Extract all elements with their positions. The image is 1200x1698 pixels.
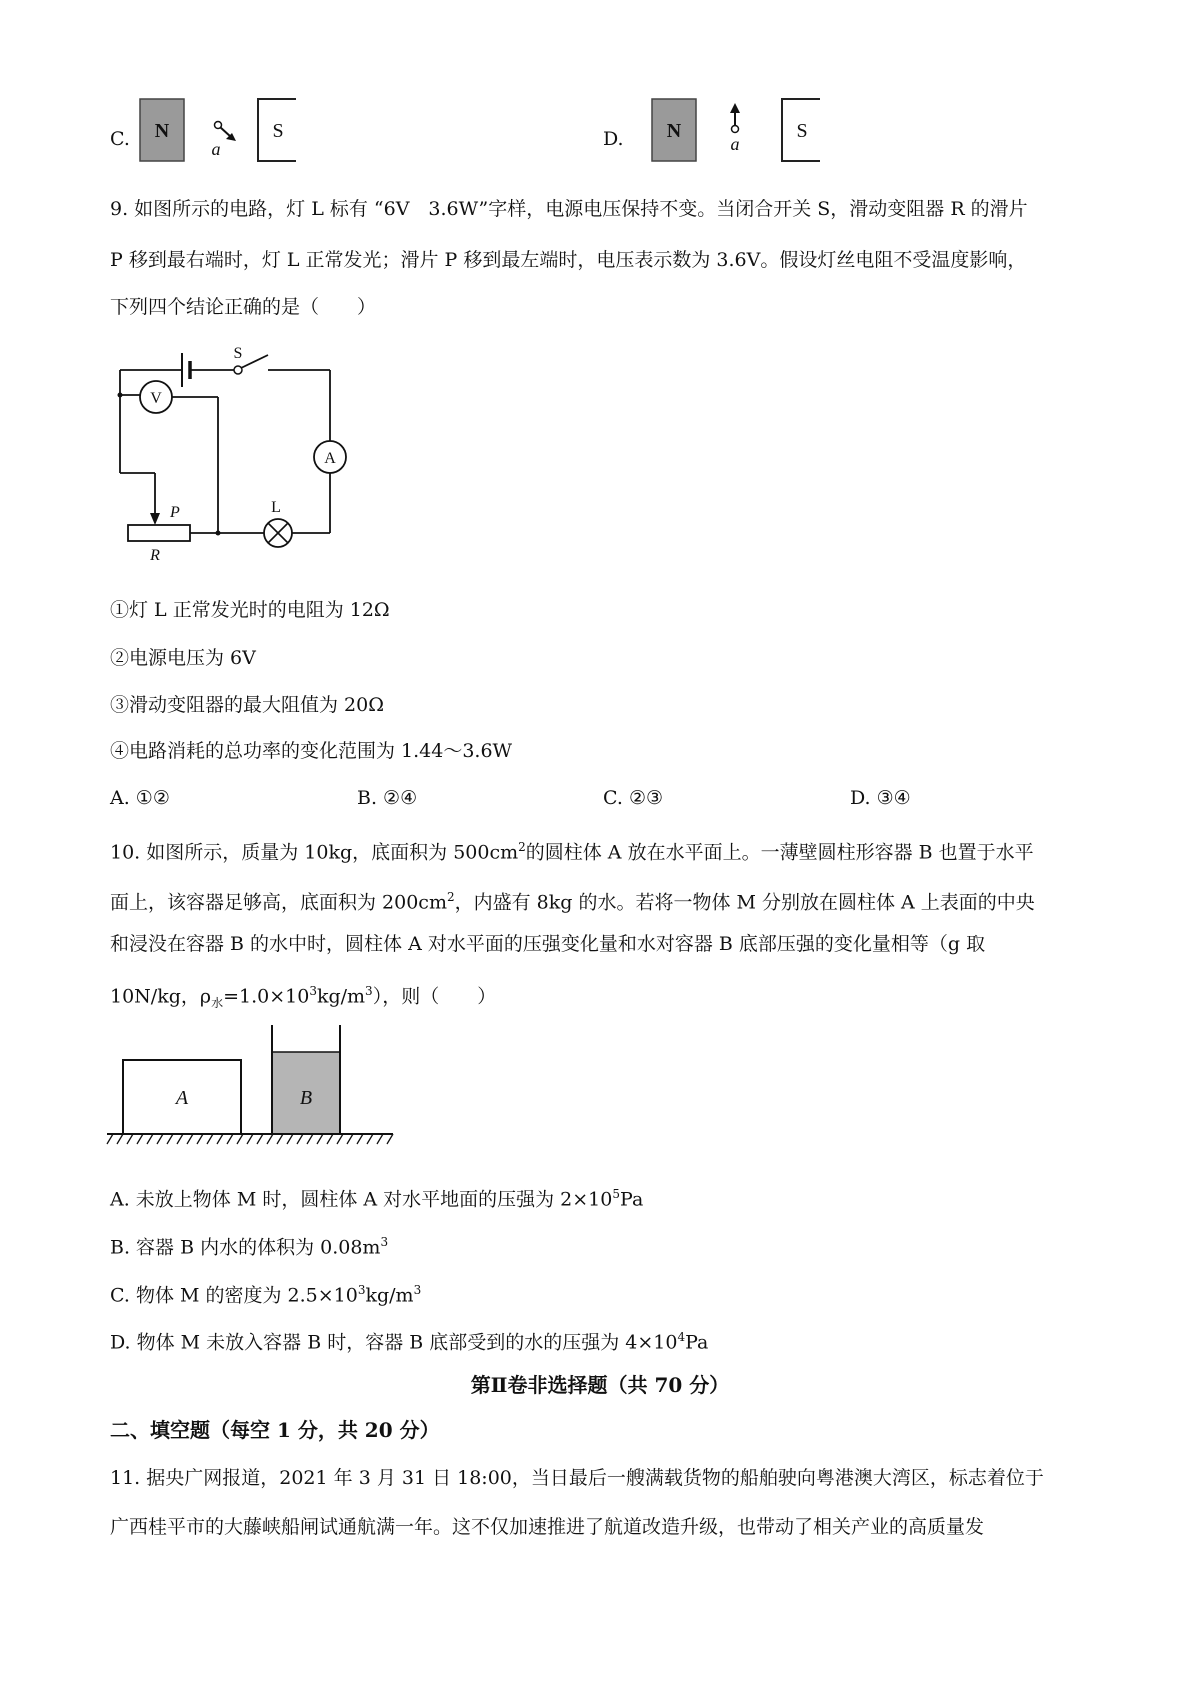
point-a-marker: [732, 126, 739, 133]
n-pole-label: N: [154, 120, 170, 142]
q10-option-d: D. 物体 M 未放入容器 B 时，容器 B 底部受到的水的压强为 $4\times 10^4Pa$: [110, 1330, 709, 1354]
q8-option-c-label: C.: [110, 128, 130, 150]
q9-circuit-diagram: [110, 345, 370, 565]
switch-blade: [241, 355, 268, 368]
q9-statement-3: ③滑动变阻器的最大阻值为 20Ω: [110, 694, 384, 716]
q10-stem-line-4: 10N/kg，$\rho_水=1.0\times 10^3kg/m^3$），则（ ）: [110, 984, 497, 1011]
q10-stem-line-3: 和浸没在容器 B 的水中时，圆柱体 A 对水平面的压强变化量和水对容器 B 底部压强的变化量相等（g 取: [110, 933, 986, 955]
q9-option-c: C. ②③: [603, 787, 664, 809]
q10-stem-line-1: 10. 如图所示，质量为 10kg，底面积为 $500cm^2$的圆柱体 A 放在水平面上。一薄壁圆柱形容器 B 也置于水平: [110, 840, 1034, 864]
point-a-label: a: [730, 134, 740, 154]
q8-option-d-figure: [650, 95, 825, 167]
q9-option-a: A. ①②: [110, 787, 170, 809]
arrow-head: [730, 103, 740, 113]
slider-arrow: [150, 513, 160, 525]
q8-option-d-label: D.: [603, 128, 624, 150]
container-b-label: B: [299, 1087, 313, 1109]
q9-statement-4: ④电路消耗的总功率的变化范围为 1.44～3.6W: [110, 740, 513, 762]
q9-option-b: B. ②④: [357, 787, 418, 809]
s-pole-label: S: [272, 120, 284, 142]
rheostat-label: R: [150, 547, 160, 564]
cylinder-a-label: A: [175, 1087, 189, 1109]
q10-figure: [105, 1022, 405, 1152]
q10-option-c: C. 物体 M 的密度为 $2.5\times 10^3kg/m^3$: [110, 1283, 422, 1307]
ammeter-label: A: [324, 450, 336, 467]
q11-stem-line-2: 广西桂平市的大藤峡船闸试通航满一年。这不仅加速推进了航道改造升级，也带动了相关产业的高质量发: [110, 1516, 985, 1538]
q9-option-d: D. ③④: [850, 787, 911, 809]
rheostat: [128, 525, 190, 541]
lamp-label: L: [271, 499, 281, 516]
s-pole-label: S: [796, 120, 808, 142]
q9-statement-1: ①灯 L 正常发光时的电阻为 12Ω: [110, 599, 390, 621]
switch-label: S: [233, 345, 243, 362]
field-arrow: [220, 127, 231, 137]
ground-hatching: [107, 1134, 393, 1144]
q10-option-a: A. 未放上物体 M 时，圆柱体 A 对水平地面的压强为 $2\times 10^5Pa$: [110, 1187, 644, 1211]
q9-stem-line-2: P 移到最右端时，灯 L 正常发光；滑片 P 移到最左端时，电压表示数为 3.6V。假设灯丝电阻不受温度影响，: [110, 249, 1027, 271]
q11-stem-line-1: 11. 据央广网报道，2021 年 3 月 31 日 18:00，当日最后一艘满载货物的船舶驶向粤港澳大湾区，标志着位于: [110, 1467, 1044, 1489]
slider-label: P: [170, 504, 180, 521]
part-ii-title: 第Ⅱ卷非选择题（共 70 分）: [470, 1373, 730, 1397]
q8-option-c-figure: [138, 95, 308, 167]
point-a-label: a: [211, 139, 221, 159]
q9-stem-line-1: 9. 如图所示的电路，灯 L 标有 “6V 3.6W”字样，电源电压保持不变。当闭合开关 S，滑动变阻器 R 的滑片: [110, 198, 1028, 220]
n-pole-label: N: [666, 120, 682, 142]
q10-stem-line-2: 面上，该容器足够高，底面积为 $200cm^2$，内盛有 8kg 的水。若将一物体 M 分别放在圆柱体 A 上表面的中央: [110, 890, 1035, 914]
q10-option-b: B. 容器 B 内水的体积为 $0.08m^3$: [110, 1235, 389, 1259]
voltmeter-label: V: [150, 390, 162, 407]
q9-stem-line-3: 下列四个结论正确的是（ ）: [110, 296, 377, 318]
section-heading: 二、填空题（每空 1 分，共 20 分）: [110, 1418, 440, 1442]
q9-statement-2: ②电源电压为 6V: [110, 647, 256, 669]
